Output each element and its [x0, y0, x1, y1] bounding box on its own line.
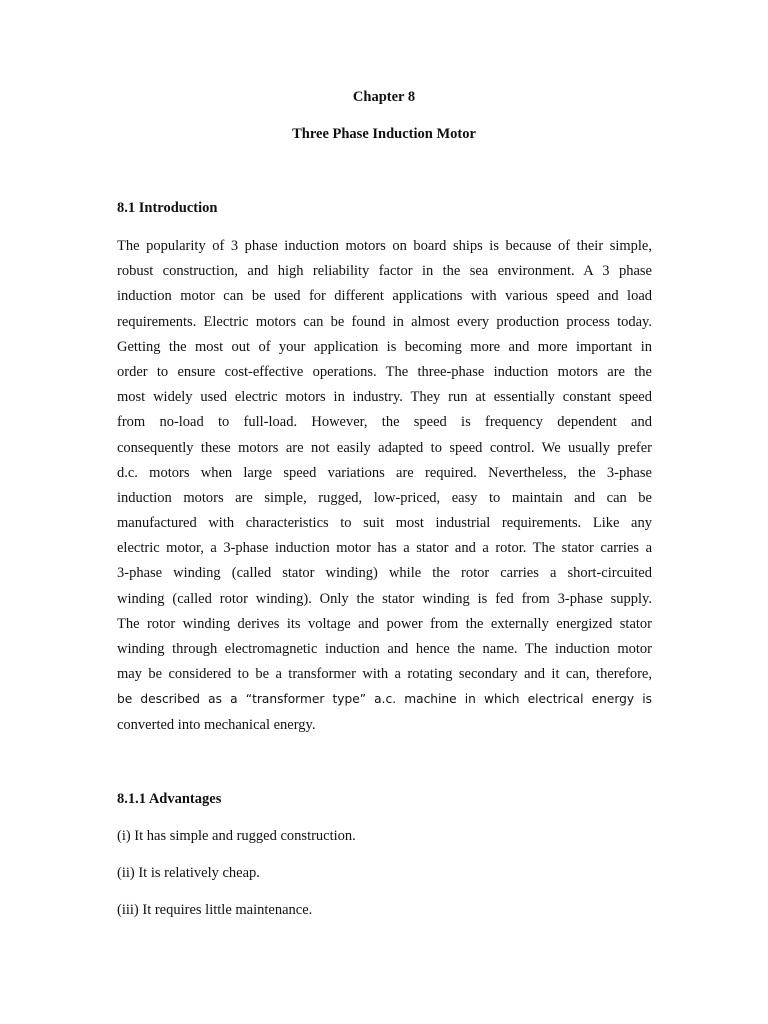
chapter-label: Chapter 8 — [352, 89, 416, 105]
paragraph-line: requirements. Electric motors can be found in almost every production process today. — [117, 313, 652, 330]
paragraph-line: induction motor can be used for different applications with various speed and load — [117, 288, 652, 305]
paragraph-line: winding (called rotor winding). Only the stator winding is fed from 3-phase supply. — [117, 590, 652, 607]
advantage-item: (ii) It is relatively cheap. — [117, 865, 260, 881]
section-heading-advantages: 8.1.1 Advantages — [117, 791, 222, 807]
paragraph-line: induction motors are simple, rugged, low-priced, easy to maintain and can be — [117, 489, 652, 506]
advantage-item: (i) It has simple and rugged construction. — [117, 828, 356, 844]
introduction-paragraph — [117, 234, 652, 738]
advantage-item: (iii) It requires little maintenance. — [117, 902, 313, 918]
paragraph-line: order to ensure cost-effective operations. The three-phase induction motors are the — [117, 363, 652, 380]
paragraph-line: be described as a “transformer type” a.c. machine in which electrical energy is — [117, 692, 652, 707]
paragraph-line: Getting the most out of your application is becoming more and more important in — [117, 338, 652, 355]
paragraph-line: robust construction, and high reliability factor in the sea environment. A 3 phase — [117, 263, 652, 280]
paragraph-line: consequently these motors are not easily adapted to speed control. We usually prefer — [117, 439, 652, 456]
paragraph-line: 3-phase winding (called stator winding) while the rotor carries a short-circuited — [117, 565, 652, 582]
chapter-title: Three Phase Induction Motor — [292, 126, 476, 142]
paragraph-line: from no-load to full-load. However, the speed is frequency dependent and — [117, 414, 652, 431]
paragraph-line: converted into mechanical energy. — [117, 716, 316, 733]
paragraph-line: winding through electromagnetic induction and hence the name. The induction motor — [117, 641, 652, 657]
paragraph-line: manufactured with characteristics to suit most industrial requirements. Like any — [117, 515, 652, 532]
paragraph-line: The popularity of 3 phase induction motors on board ships is because of their simple, — [117, 238, 652, 254]
paragraph-line: The rotor winding derives its voltage and power from the externally energized stator — [117, 615, 652, 632]
paragraph-line: may be considered to be a transformer with a rotating secondary and it can, therefore, — [117, 666, 652, 683]
section-heading-introduction: 8.1 Introduction — [117, 200, 218, 216]
paragraph-line: electric motor, a 3-phase induction motor has a stator and a rotor. The stator carries a — [117, 540, 652, 557]
paragraph-line: most widely used electric motors in industry. They run at essentially constant speed — [117, 389, 652, 406]
paragraph-line: d.c. motors when large speed variations are required. Nevertheless, the 3-phase — [117, 464, 652, 481]
